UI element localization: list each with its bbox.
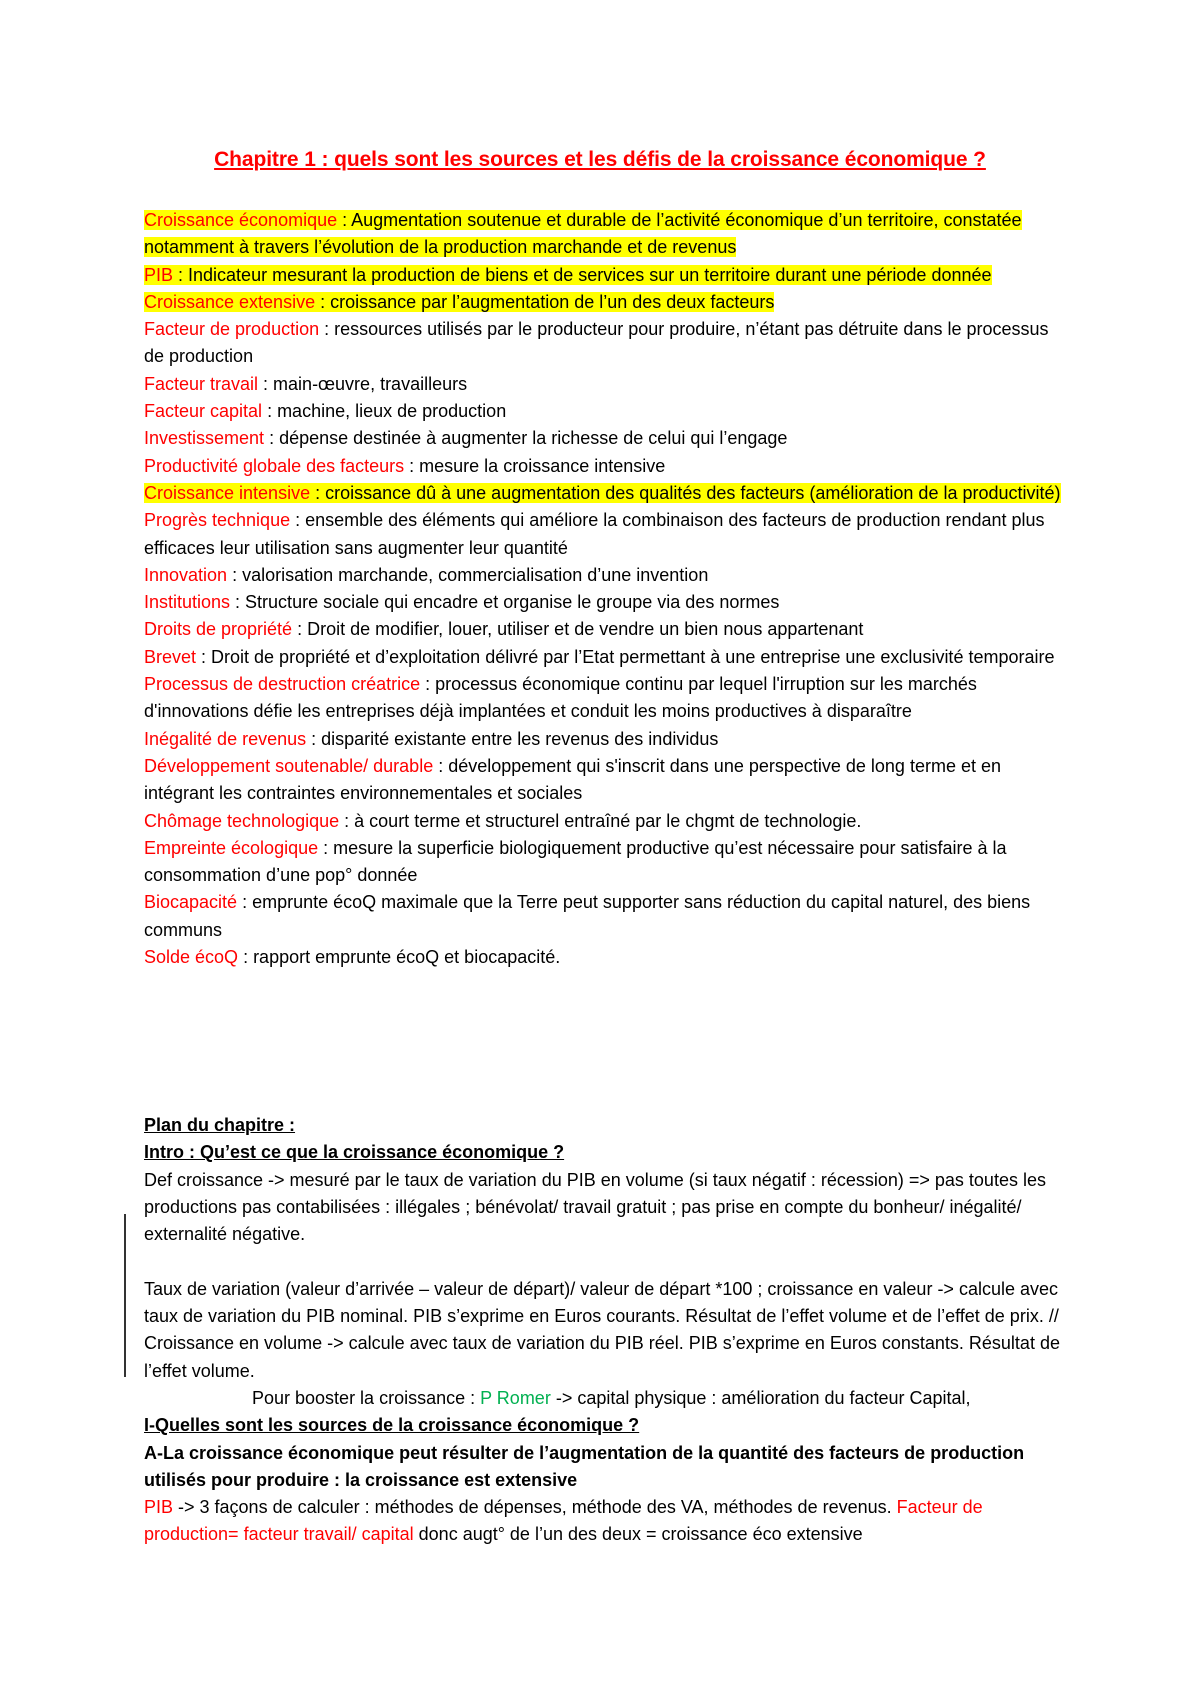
glossary-entry-text — [144, 619, 863, 639]
glossary-entry — [144, 480, 1064, 507]
glossary-definition: : Indicateur mesurant la production de biens et de services sur un territoire durant une période donnée — [173, 264, 992, 285]
glossary-entry — [144, 425, 1064, 452]
glossary-term: Facteur travail — [144, 373, 259, 394]
glossary-entry-text — [144, 756, 1001, 803]
factor-text: donc augt° de l’un des deux = croissance éco extensive — [413, 1524, 863, 1545]
glossary-entry — [144, 726, 1064, 753]
glossary-entry-text — [144, 510, 1045, 557]
glossary-term: Solde écoQ — [144, 947, 239, 968]
intro-heading: Intro : Qu’est ce que la croissance économique ? — [144, 1142, 565, 1163]
glossary-term: Productivité globale des facteurs — [144, 455, 405, 476]
glossary-entry-text — [144, 428, 787, 448]
glossary-entry-text — [144, 292, 774, 312]
glossary-entry-text — [144, 647, 1055, 667]
glossary-entry — [144, 316, 1064, 371]
glossary-definition: : ensemble des éléments qui améliore la combinaison des facteurs de production rendant plus efficaces leur utilisation sans augmenter leur quantité — [144, 510, 1045, 558]
booster-line — [144, 1385, 1064, 1412]
pib-term: PIB — [144, 1497, 174, 1518]
glossary-term: Croissance économique — [144, 210, 338, 230]
glossary-definition: : mesure la superficie biologiquement productive qu’est nécessaire pour satisfaire à la consommation d’une pop° donnée — [144, 837, 1007, 886]
glossary-definition: : croissance par l’augmentation de l’un des deux facteurs — [315, 291, 775, 312]
glossary-definition: : Droit de modifier, louer, utiliser et de vendre un bien nous appartenant — [292, 619, 864, 640]
glossary-entry-text — [144, 838, 1007, 885]
glossary-term: Progrès technique — [144, 510, 291, 531]
glossary-definition: : à court terme et structurel entraîné par le chgmt de technologie. — [339, 810, 862, 831]
glossary-entry — [144, 507, 1064, 562]
glossary-definition: : croissance dû à une augmentation des qualités des facteurs (amélioration de la productivité) — [310, 482, 1061, 503]
pib-text: -> 3 façons de calculer : méthodes de dépenses, méthode des VA, méthodes de revenus. — [173, 1497, 897, 1518]
glossary-definition: : développement qui s'inscrit dans une perspective de long terme et en intégrant les contraintes environnementales et sociales — [144, 755, 1001, 804]
glossary-entry-text — [144, 947, 560, 967]
glossary-entry-text — [144, 374, 467, 394]
glossary-definition: : main-œuvre, travailleurs — [258, 373, 468, 394]
glossary-term: Empreinte écologique — [144, 837, 319, 858]
glossary-entry-text — [144, 483, 1061, 503]
glossary-entry — [144, 371, 1064, 398]
chapter-title: Chapitre 1 : quels sont les sources et les défis de la croissance économique ? — [214, 148, 986, 171]
glossary-entry — [144, 808, 1064, 835]
glossary-entry-text — [144, 401, 506, 421]
glossary-entry-text — [144, 565, 708, 585]
glossary-term: Institutions — [144, 592, 231, 613]
glossary-entry — [144, 289, 1064, 316]
glossary-entry-text — [144, 319, 1049, 366]
glossary-entry — [144, 753, 1064, 808]
glossary-definition: : Structure sociale qui encadre et organise le groupe via des normes — [230, 592, 780, 613]
booster-prefix: Pour booster la croissance : — [252, 1387, 481, 1408]
glossary-term: Facteur capital — [144, 401, 263, 422]
glossary-term: Facteur de production — [144, 319, 320, 340]
glossary-definition: : mesure la croissance intensive — [404, 455, 666, 476]
factor-term: Facteur de production= facteur travail/ capital — [144, 1497, 983, 1545]
glossary-term: Investissement — [144, 428, 265, 449]
glossary-term: Processus de destruction créatrice — [144, 674, 421, 695]
glossary-entry — [144, 835, 1064, 890]
glossary-entry-text — [144, 729, 718, 749]
section-1-heading: I-Quelles sont les sources de la croissance économique ? — [144, 1415, 640, 1436]
chapter-plan — [144, 1112, 1064, 1549]
section-a-heading: A-La croissance économique peut résulter de l’augmentation de la quantité des facteurs de production utilisés pour produire : la croissance est extensive — [144, 1442, 1025, 1490]
intro-paragraph-1: Def croissance -> mesuré par le taux de variation du PIB en volume (si taux négatif : récession) => pas toutes les productions pas contabilisées : illégales ; bénévolat/ travail gratuit ; pas prise en compte du bonheur/ inégalité/ externalité négative. — [144, 1169, 1046, 1245]
margin-bar — [124, 1214, 126, 1377]
spacer — [144, 1248, 1064, 1275]
glossary-definition: : processus économique continu par lequel l'irruption sur les marchés d'innovations défie les entreprises déjà implantées et conduit les moins productives à disparaître — [144, 674, 977, 722]
glossary-entry — [144, 262, 1064, 289]
glossary-entry — [144, 616, 1064, 643]
glossary-definition: : disparité existante entre les revenus des individus — [306, 728, 719, 749]
glossary-entry-text — [144, 265, 992, 285]
glossary-definition: : emprunte écoQ maximale que la Terre peut supporter sans réduction du capital naturel, des biens communs — [144, 892, 1031, 940]
glossary-entry — [144, 562, 1064, 589]
glossary-term: Développement soutenable/ durable — [144, 755, 434, 776]
glossary-term: Biocapacité — [144, 892, 238, 913]
glossary-term: Croissance extensive — [144, 291, 316, 312]
booster-suffix: -> capital physique : amélioration du facteur Capital, — [550, 1387, 971, 1408]
booster-name: P Romer — [480, 1387, 551, 1408]
intro-paragraph-2: Taux de variation (valeur d’arrivée – valeur de départ)/ valeur de départ *100 ; croissance en valeur -> calcule avec taux de variation du PIB nominal. PIB s’exprime en Euros courants. Résultat de l’effet volume et de l’effet de prix. // Croissance en volume -> calcule avec taux de variation du PIB réel. PIB s’exprime en Euros constants. Résultat de l’effet volume. — [144, 1278, 1060, 1381]
glossary-definition: : Augmentation soutenue et durable de l’activité économique d’un territoire, constatée notamment à travers l’évolution de la production marchande et de revenus — [144, 210, 1022, 258]
glossary-term: Brevet — [144, 646, 197, 667]
glossary-entry — [144, 671, 1064, 726]
plan-heading: Plan du chapitre : — [144, 1115, 296, 1135]
glossary-entry — [144, 944, 1064, 971]
glossary-entry-text — [144, 892, 1030, 939]
pib-calculation-paragraph — [144, 1494, 1064, 1549]
glossary-entry-text — [144, 210, 1022, 257]
glossary-definition: : valorisation marchande, commercialisation d’une invention — [227, 564, 709, 585]
glossary-definition: : machine, lieux de production — [262, 401, 507, 422]
glossary-entry-text — [144, 456, 665, 476]
glossary-term: Innovation — [144, 564, 228, 585]
glossary-entry — [144, 644, 1064, 671]
glossary-entry-text — [144, 811, 861, 831]
glossary-list — [144, 207, 1064, 971]
glossary-term: Inégalité de revenus — [144, 728, 307, 749]
glossary-definition: : dépense destinée à augmenter la richesse de celui qui l’engage — [264, 428, 788, 449]
glossary-term: Croissance intensive — [144, 482, 311, 503]
glossary-entry — [144, 207, 1064, 262]
glossary-definition: : ressources utilisés par le producteur pour produire, n’étant pas détruite dans le processus de production — [144, 319, 1049, 367]
glossary-entry — [144, 889, 1064, 944]
glossary-entry — [144, 398, 1064, 425]
glossary-entry — [144, 589, 1064, 616]
glossary-entry — [144, 453, 1064, 480]
glossary-term: Chômage technologique — [144, 810, 340, 831]
glossary-term: PIB — [144, 264, 174, 285]
glossary-definition: : Droit de propriété et d’exploitation délivré par l’Etat permettant à une entreprise une exclusivité temporaire — [196, 646, 1055, 667]
glossary-term: Droits de propriété — [144, 619, 293, 640]
glossary-entry-text — [144, 592, 779, 612]
glossary-entry-text — [144, 674, 977, 721]
glossary-definition: : rapport emprunte écoQ et biocapacité. — [238, 947, 561, 968]
